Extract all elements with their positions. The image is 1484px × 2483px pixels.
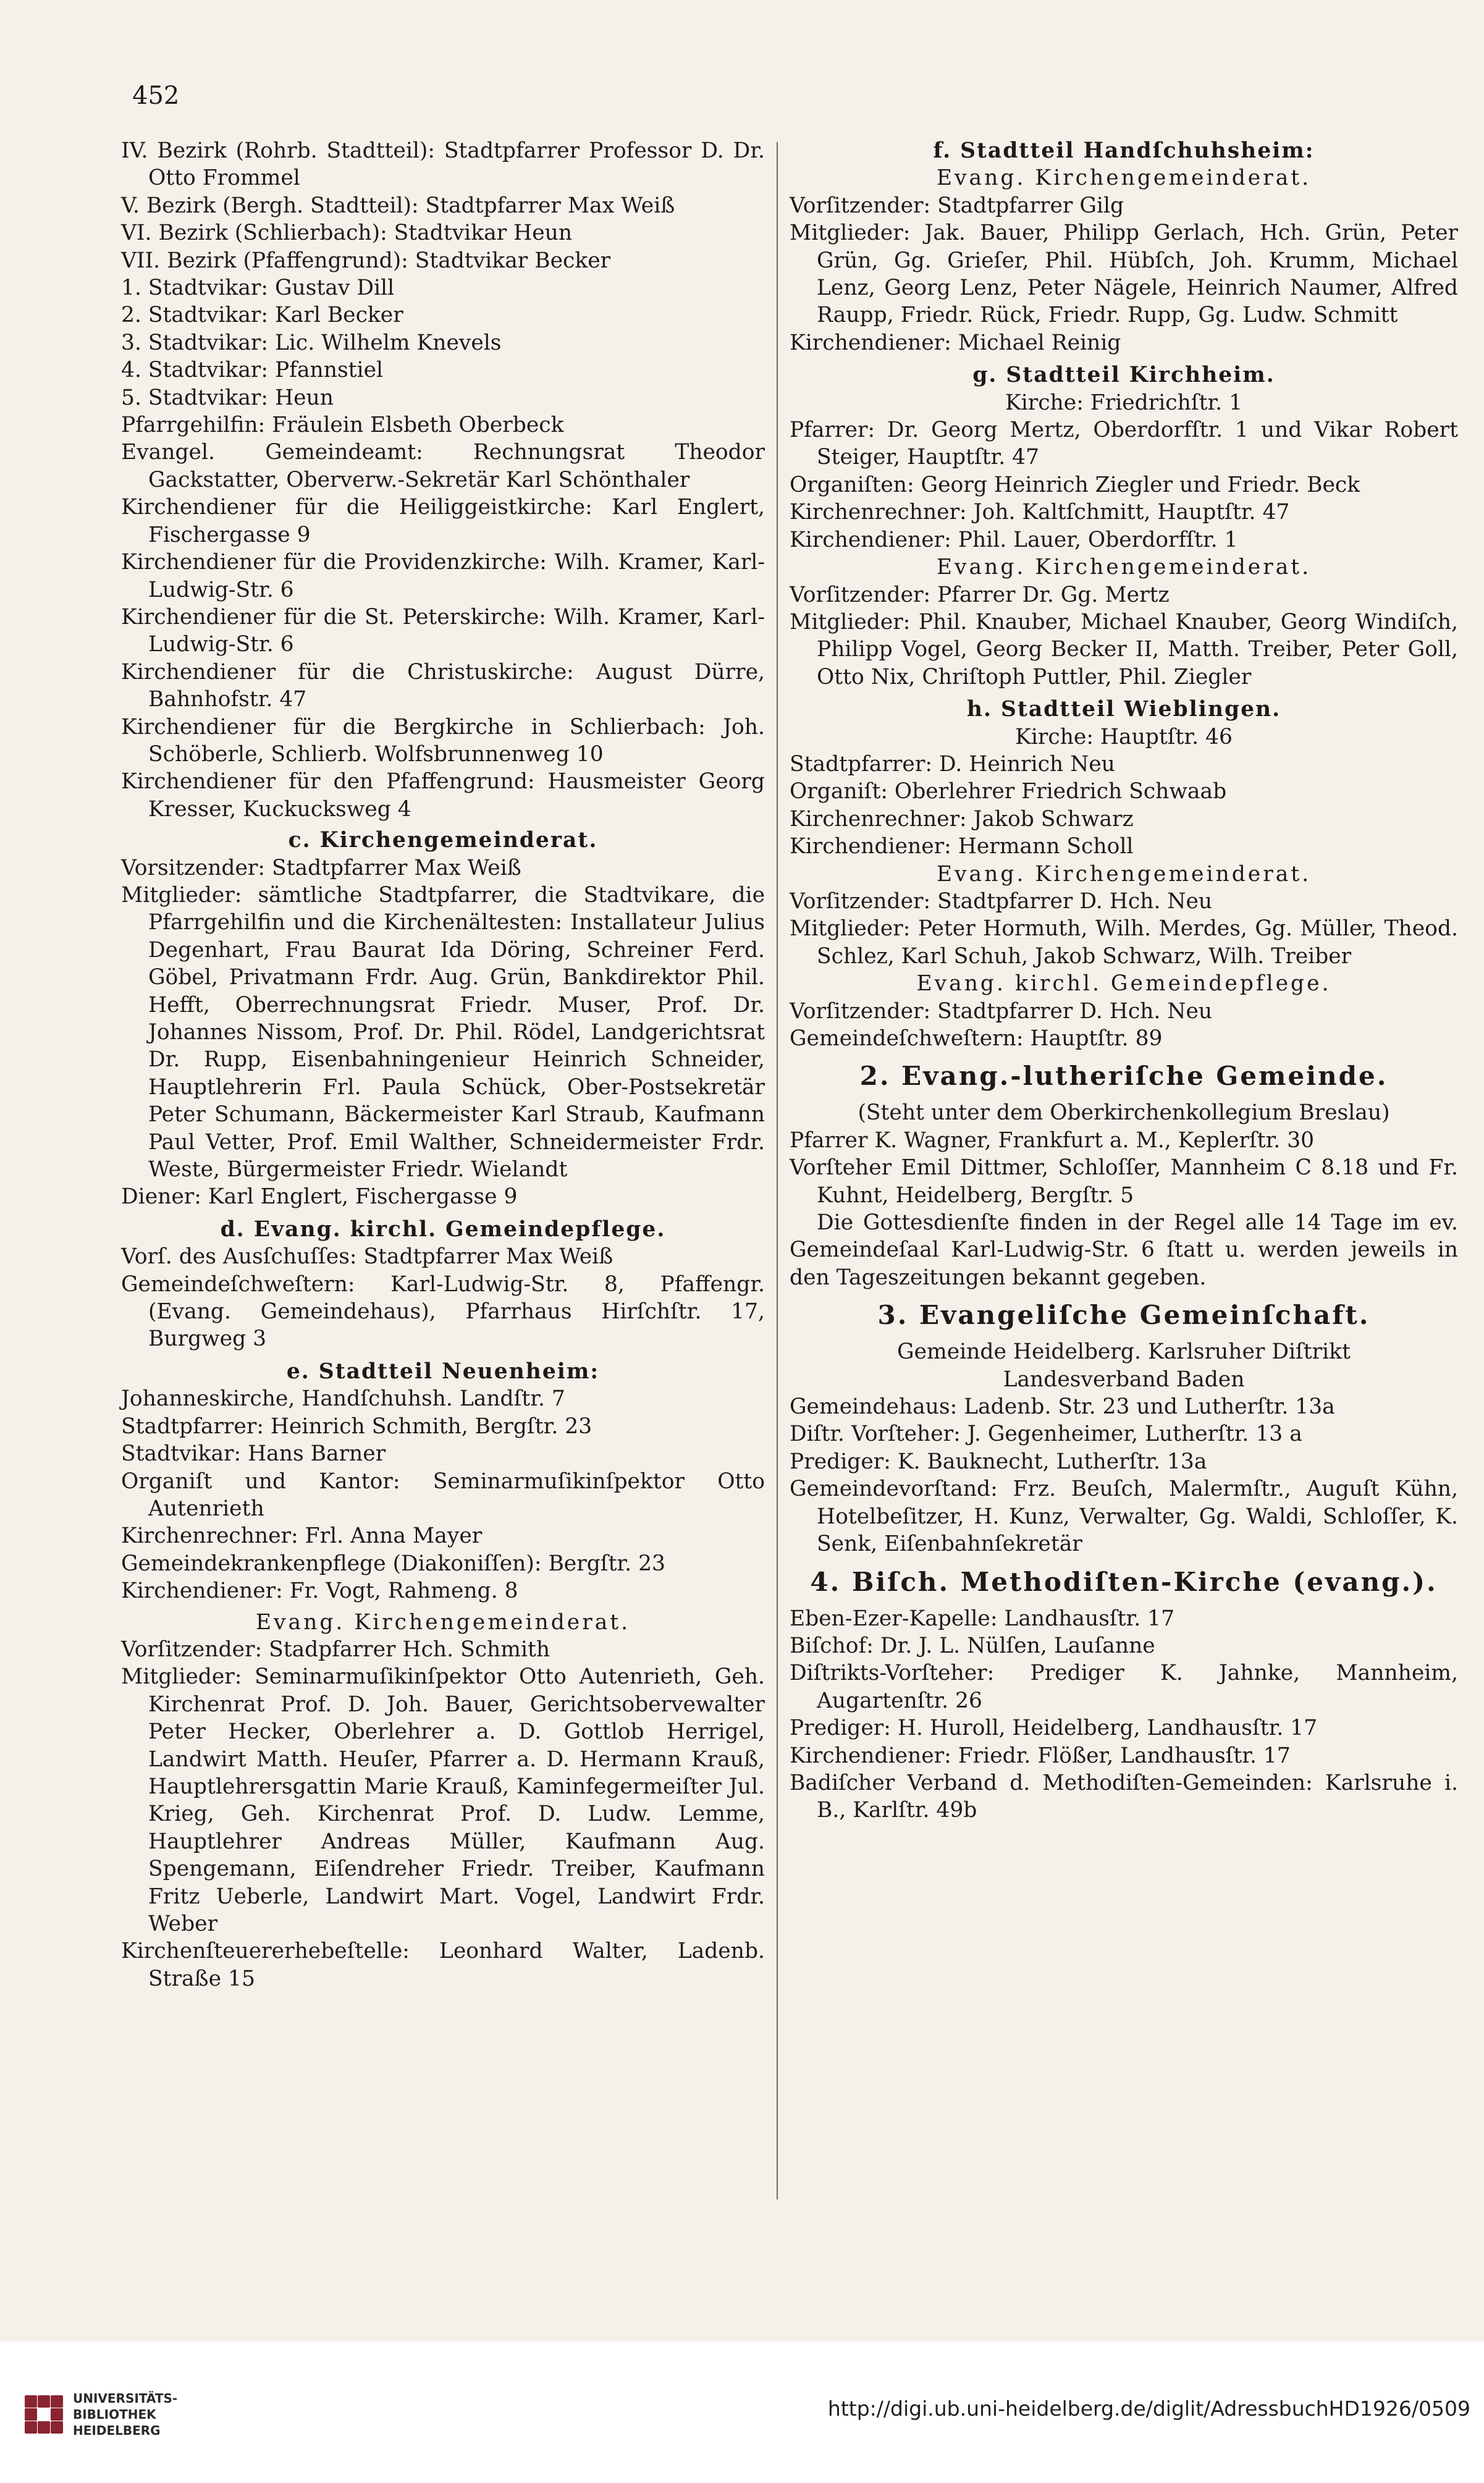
section-heading-large: 3. Evangeliſche Gemeinſchaft. [877, 1300, 1370, 1331]
section-note: (Steht unter dem Oberkirchenkollegium Breslau) [858, 1100, 1390, 1126]
library-logo[interactable] [25, 2371, 198, 2458]
page-number: 452 [132, 82, 180, 110]
source-url[interactable]: http://digi.ub.uni-heidelberg.de/diglit/AdressbuchHD1926/0509 [827, 2397, 1470, 2421]
entry: Vorſitzender: Stadpfarrer Hch. Schmith [121, 1637, 550, 1662]
entry: Pfarrer K. Wagner, Frankfurt a. M., Keplerſtr. 30 [790, 1128, 1315, 1153]
entry: Mitglieder: Phil. Knauber, Michael Knauber, Georg Windiſch, Philipp Vogel, Georg Becker II, Matth. Treiber, Peter Goll, Otto Nix, Chriſtoph Puttler, Phil. Ziegler [790, 609, 1458, 689]
subsection-heading: Evang. Kirchengemeinderat. [936, 166, 1312, 191]
library-logo-icon [25, 2395, 63, 2434]
entry: Vorſteher Emil Dittmer, Schloſſer, Mannheim C 8.18 und Fr. Kuhnt, Heidelberg, Bergſtr. 5 [790, 1155, 1458, 1208]
entry: Vorſitzender: Stadtpfarrer Gilg [790, 193, 1124, 218]
entry: Diſtr. Vorſteher: J. Gegenheimer, Lutherſtr. 13 a [790, 1422, 1302, 1447]
entry: Kirchendiener: Fr. Vogt, Rahmeng. 8 [121, 1579, 518, 1604]
entry: Kirchenſteuererhebeſtelle: Leonhard Walter, Ladenb. Straße 15 [121, 1939, 765, 1991]
entry: Mitglieder: Seminarmuſikinſpektor Otto Autenrieth, Geh. Kirchenrat Prof. D. Joh. Bauer, Gerichtsobervewalter Peter Hecker, Oberlehrer a. D. Gottlob Herrigel, Landwirt Matth. Heuſer, Pfarrer a. D. Hermann Krauß, Hauptlehrersgattin Marie Krauß, Kaminfegermeiſter Jul. Krieg, Geh. Kirchenrat Prof. D. Ludw. Lemme, Hauptlehrer Andreas Müller, Kaufmann Aug. Spengemann, Eiſendreher Friedr. Treiber, Kaufmann Fritz Ueberle, Landwirt Mart. Vogel, Landwirt Frdr. Weber [121, 1664, 765, 1936]
entry: Biſchof: Dr. J. L. Nülſen, Lauſanne [790, 1633, 1155, 1658]
subsection-heading: Evang. Kirchengemeinderat. [255, 1609, 631, 1635]
entry: Mitglieder: sämtliche Stadtpfarrer, die Stadtvikare, die Pfarrgehilfin und die Kirchenältesten: Installateur Julius Degenhart, Frau Baurat Ida Döring, Schreiner Ferd. Göbel, Privatmann Frdr. Aug. Grün, Bankdirektor Phil. Hefft, Oberrechnungsrat Friedr. Muser, Prof. Dr. Johannes Nissom, Prof. Dr. Phil. Rödel, Landgerichtsrat Dr. Rupp, Eisenbahningenieur Heinrich Schneider, Hauptlehrerin Frl. Paula Schück, Ober-Postsekretär Peter Schumann, Bäckermeister Karl Straub, Kaufmann Paul Vetter, Prof. Emil Walther, Schneidermeister Frdr. Weste, Bürgermeister Friedr. Wielandt [121, 882, 765, 1182]
entry: Kirchendiener: Michael Reinig [790, 330, 1121, 355]
entry: Gemeindehaus: Ladenb. Str. 23 und Lutherſtr. 13a [790, 1394, 1335, 1420]
column-divider [777, 142, 778, 2199]
section-heading-large: 4. Biſch. Methodiſten-Kirche (evang.). [810, 1566, 1438, 1597]
entry: Kirchendiener für die St. Peterskirche: Wilh. Kramer, Karl-Ludwig-Str. 6 [121, 604, 765, 657]
entry: Kirchenrechner: Joh. Kaltſchmitt, Hauptſtr. 47 [790, 500, 1290, 525]
section-heading: d. Evang. kirchl. Gemeindepflege. [220, 1216, 666, 1242]
church-address: Kirche: Hauptſtr. 46 [1015, 724, 1233, 749]
entry: 2. Stadtvikar: Karl Becker [121, 303, 403, 328]
entry: Gemeindekrankenpflege (Diakoniſſen): Bergſtr. 23 [121, 1551, 665, 1576]
entry: VI. Bezirk (Schlierbach): Stadtvikar Heun [121, 221, 573, 246]
entry: Kirchendiener für die Bergkirche in Schlierbach: Joh. Schöberle, Schlierb. Wolfsbrunnenweg 10 [121, 714, 765, 767]
entry: Gemeindevorſtand: Frz. Beuſch, Malermſtr., Auguſt Kühn, Hotelbeſitzer, H. Kunz, Verwalter, Gg. Waldi, Schloſſer, K. Senk, Eiſenbahnſekretär [790, 1477, 1458, 1557]
entry: Badiſcher Verband d. Methodiſten-Gemeinden: Karlsruhe i. B., Karlſtr. 49b [790, 1770, 1458, 1823]
section-heading: g. Stadtteil Kirchheim. [972, 363, 1275, 388]
entry: Evangel. Gemeindeamt: Rechnungsrat Theodor Gackstatter, Oberverw.-Sekretär Karl Schönthaler [121, 440, 765, 492]
entry: Prediger: K. Bauknecht, Lutherſtr. 13a [790, 1449, 1207, 1474]
entry: Organiſt: Oberlehrer Friedrich Schwaab [790, 779, 1227, 804]
entry: Diener: Karl Englert, Fischergasse 9 [121, 1184, 518, 1210]
entry: Diſtrikts-Vorſteher: Prediger K. Jahnke, Mannheim, Augartenſtr. 26 [790, 1661, 1458, 1713]
footer-bar [0, 2342, 1484, 2483]
entry: VII. Bezirk (Pfaffengrund): Stadtvikar Becker [121, 248, 611, 273]
section-subtitle: Gemeinde Heidelberg. Karlsruher Diſtrikt [897, 1339, 1351, 1365]
section-heading: e. Stadtteil Neuenheim: [286, 1359, 600, 1384]
entry: Kirchendiener für den Pfaffengrund: Hausmeister Georg Kresser, Kuckucksweg 4 [121, 769, 765, 822]
entry: 4. Stadtvikar: Pfannstiel [121, 358, 384, 383]
entry: Stadtpfarrer: D. Heinrich Neu [790, 751, 1115, 777]
section-heading-large: 2. Evang.-lutheriſche Gemeinde. [859, 1061, 1388, 1092]
entry: Gemeindeſchweſtern: Karl-Ludwig-Str. 8, Pfaffengr. (Evang. Gemeindehaus), Pfarrhaus Hirſchſtr. 17, Burgweg 3 [121, 1271, 765, 1352]
entry: Kirchenrechner: Frl. Anna Mayer [121, 1524, 483, 1549]
entry: Vorſitzender: Stadtpfarrer D. Hch. Neu [790, 888, 1213, 914]
entry: IV. Bezirk (Rohrb. Stadtteil): Stadtpfarrer Professor D. Dr. Otto Frommel [121, 138, 765, 191]
entry: Kirchendiener für die Heiliggeistkirche: Karl Englert, Fischergasse 9 [121, 495, 765, 547]
entry: Vorſitzender: Stadtpfarrer D. Hch. Neu [790, 998, 1213, 1024]
entry: Kirchenrechner: Jakob Schwarz [790, 806, 1134, 832]
entry: Stadtvikar: Hans Barner [121, 1441, 386, 1467]
entry: Organiſt und Kantor: Seminarmuſikinſpektor Otto Autenrieth [121, 1469, 765, 1521]
entry: V. Bezirk (Bergh. Stadtteil): Stadtpfarrer Max Weiß [121, 193, 675, 218]
entry: Mitglieder: Jak. Bauer, Philipp Gerlach, Hch. Grün, Peter Grün, Gg. Grieſer, Phil. Hübſch, Joh. Krumm, Michael Lenz, Georg Lenz, Peter Nägele, Heinrich Naumer, Alfred Raupp, Friedr. Rück, Friedr. Rupp, Gg. Ludw. Schmitt [790, 221, 1458, 328]
entry: Kirchendiener für die Providenzkirche: Wilh. Kramer, Karl-Ludwig-Str. 6 [121, 550, 765, 602]
entry: Vorſitzender: Pfarrer Dr. Gg. Mertz [790, 582, 1170, 607]
entry: Organiſten: Georg Heinrich Ziegler und Friedr. Beck [790, 472, 1360, 497]
entry: 3. Stadtvikar: Lic. Wilhelm Knevels [121, 330, 502, 355]
entry: Johanneskirche, Handſchuhsh. Landſtr. 7 [121, 1386, 565, 1412]
library-logo-text: UNIVERSITÄTS- BIBLIOTHEK HEIDELBERG [73, 2391, 178, 2438]
section-heading: h. Stadtteil Wieblingen. [966, 697, 1281, 722]
entry: 5. Stadtvikar: Heun [121, 385, 334, 410]
section-subtitle: Landesverband Baden [1003, 1367, 1245, 1392]
entry: Pfarrgehilfin: Fräulein Elsbeth Oberbeck [121, 413, 564, 438]
entry: Gemeindeſchweſtern: Hauptſtr. 89 [790, 1026, 1163, 1051]
subsection-heading: Evang. Kirchengemeinderat. [936, 861, 1312, 887]
entry: Kirchendiener: Hermann Scholl [790, 834, 1134, 859]
entry: Stadtpfarrer: Heinrich Schmith, Bergſtr. 23 [121, 1414, 592, 1439]
paragraph: Die Gottesdienſte finden in der Regel alle 14 Tage im ev. Gemeindeſaal Karl-Ludwig-Str. 6 ſtatt u. werden jeweils in den Tageszeitungen bekannt gegeben. [790, 1210, 1458, 1290]
entry: 1. Stadtvikar: Gustav Dill [121, 276, 395, 301]
entry: Eben-Ezer-Kapelle: Landhausſtr. 17 [790, 1606, 1175, 1631]
entry: Mitglieder: Peter Hormuth, Wilh. Merdes, Gg. Müller, Theod. Schlez, Karl Schuh, Jakob Schwarz, Wilh. Treiber [790, 916, 1458, 969]
left-column [121, 137, 765, 1992]
entry: Prediger: H. Huroll, Heidelberg, Landhausſtr. 17 [790, 1716, 1318, 1741]
entry: Kirchendiener für die Christuskirche: August Dürre, Bahnhofstr. 47 [121, 659, 765, 712]
right-column [790, 137, 1458, 1824]
section-heading: c. Kirchengemeinderat. [288, 828, 598, 853]
subsection-heading: Evang. kirchl. Gemeindepflege. [916, 971, 1331, 997]
entry: Vorsitzender: Stadtpfarrer Max Weiß [121, 855, 521, 880]
entry: Pfarrer: Dr. Georg Mertz, Oberdorfſtr. 1 und Vikar Robert Steiger, Hauptſtr. 47 [790, 418, 1458, 470]
entry: Kirchendiener: Friedr. Flößer, Landhausſtr. 17 [790, 1743, 1291, 1768]
subsection-heading: Evang. Kirchengemeinderat. [936, 555, 1312, 580]
section-heading: f. Stadtteil Handſchuhsheim: [933, 138, 1315, 163]
church-address: Kirche: Friedrichſtr. 1 [1005, 390, 1243, 415]
entry: Kirchendiener: Phil. Lauer, Oberdorfſtr. 1 [790, 527, 1238, 552]
entry: Vorſ. des Ausſchuſſes: Stadtpfarrer Max Weiß [121, 1244, 613, 1270]
